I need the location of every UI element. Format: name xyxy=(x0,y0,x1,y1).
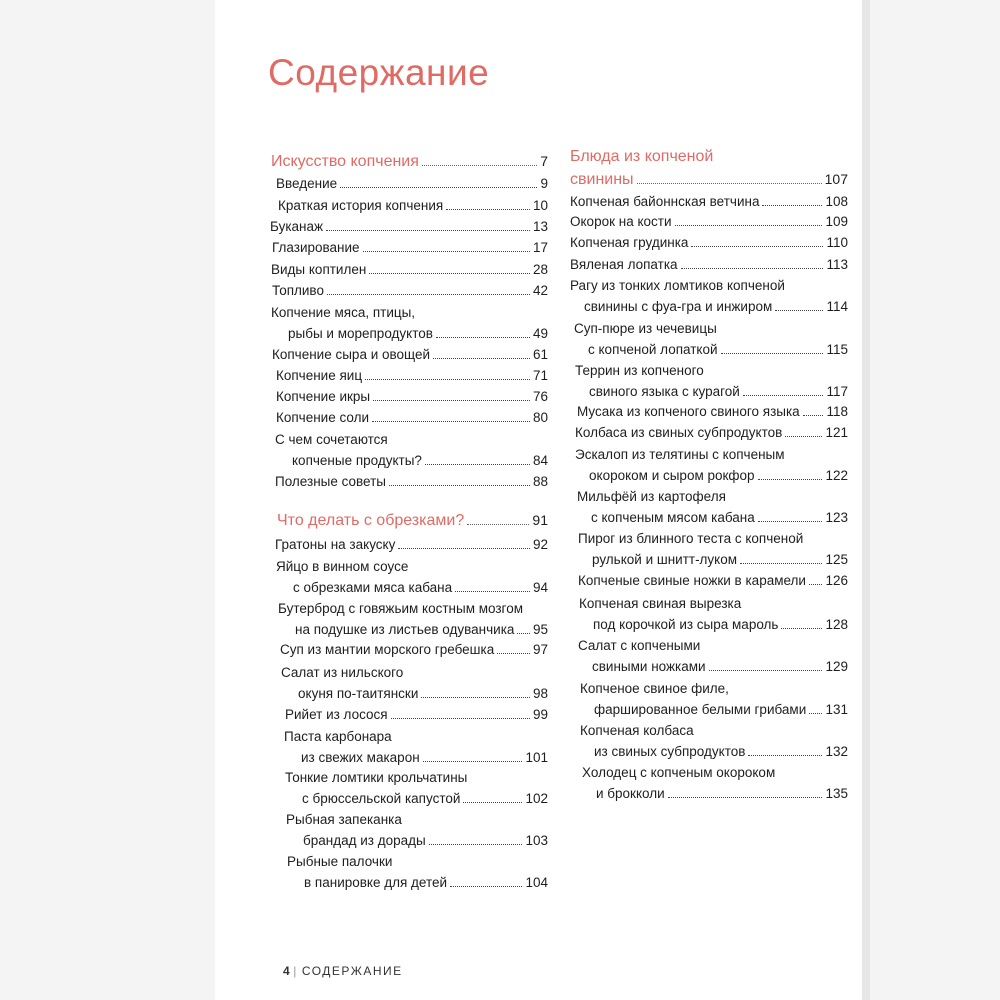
toc-entry-title: свинины xyxy=(570,171,634,188)
toc-dot-leader xyxy=(372,420,530,422)
footer-separator: | xyxy=(293,964,298,978)
toc-entry xyxy=(580,722,694,740)
toc-entry xyxy=(570,213,848,231)
toc-entry-title: Копченая байоннская ветчина xyxy=(570,194,760,209)
toc-page-number: 125 xyxy=(825,552,848,567)
toc-entry-title: Копченая грудинка xyxy=(570,235,689,250)
toc-entry-title: под корочкой из сыра мароль xyxy=(593,617,779,632)
toc-entry-title: копченые продукты? xyxy=(292,453,422,468)
toc-entry xyxy=(276,558,408,576)
footer-label: СОДЕРЖАНИЕ xyxy=(301,964,403,978)
toc-entry xyxy=(295,621,548,639)
toc-entry-title: Виды коптилен xyxy=(271,262,367,277)
toc-entry-title: Копчение икры xyxy=(276,389,371,404)
toc-entry xyxy=(580,680,729,698)
toc-dot-leader xyxy=(803,414,824,416)
toc-page-number: 7 xyxy=(540,153,548,169)
toc-dot-leader xyxy=(497,652,530,654)
toc-section-heading xyxy=(277,511,548,530)
toc-entry xyxy=(592,658,848,676)
toc-dot-leader xyxy=(365,378,530,380)
toc-entry-title: с брюссельской капустой xyxy=(302,791,461,806)
toc-entry xyxy=(578,637,700,655)
toc-entry xyxy=(570,277,785,295)
toc-entry-title: Эскалоп из телятины с копченым xyxy=(575,447,785,462)
toc-entry xyxy=(303,832,548,850)
toc-entry-title: Что делать с обрезками? xyxy=(277,512,465,529)
toc-dot-leader xyxy=(758,520,823,522)
toc-entry xyxy=(577,488,726,506)
toc-entry-title: Полезные советы xyxy=(275,474,386,489)
toc-entry-title: свиного языка с курагой xyxy=(589,384,740,399)
toc-entry-title: Рийет из лосося xyxy=(285,707,388,722)
toc-dot-leader xyxy=(326,229,530,231)
toc-page-number: 97 xyxy=(532,642,548,657)
toc-entry-title: Холодец с копченым окороком xyxy=(582,765,776,780)
toc-page-number: 107 xyxy=(824,171,848,187)
toc-entry xyxy=(594,701,848,719)
toc-entry xyxy=(578,530,803,548)
toc-dot-leader xyxy=(775,309,823,311)
toc-dot-leader xyxy=(809,583,822,585)
toc-page-number: 123 xyxy=(825,510,848,525)
toc-entry xyxy=(293,579,548,597)
toc-page-number: 101 xyxy=(525,750,548,765)
toc-entry-title: окороком и сыром рокфор xyxy=(589,468,755,483)
toc-entry-title: Копчение сыра и овощей xyxy=(272,347,431,362)
toc-entry-title: Введение xyxy=(276,176,338,191)
toc-dot-leader xyxy=(422,164,537,166)
toc-entry xyxy=(588,341,848,359)
toc-entry xyxy=(278,197,548,215)
toc-entry-title: окуня по-таитянски xyxy=(298,686,419,701)
footer-page-number: 4 xyxy=(283,964,292,978)
toc-page-number: 84 xyxy=(532,453,548,468)
toc-entry-title: Пирог из блинного теста с копченой xyxy=(578,531,804,546)
toc-page-number: 28 xyxy=(532,262,548,277)
toc-dot-leader xyxy=(675,224,823,226)
toc-entry xyxy=(589,467,848,485)
toc-entry-title: свинины с фуа-гра и инжиром xyxy=(584,299,773,314)
toc-entry xyxy=(286,811,402,829)
toc-entry xyxy=(592,551,848,569)
toc-page-number: 110 xyxy=(826,235,848,250)
toc-dot-leader xyxy=(340,186,537,188)
toc-section-heading xyxy=(271,152,548,171)
toc-dot-leader xyxy=(637,182,822,184)
toc-entry-title: Копченая свиная вырезка xyxy=(579,596,742,611)
toc-dot-leader xyxy=(781,627,822,629)
toc-entry xyxy=(275,473,548,491)
toc-page-number: 88 xyxy=(532,474,548,489)
toc-entry xyxy=(278,600,523,618)
toc-entry xyxy=(275,536,548,554)
toc-entry-title: Мусака из копченого свиного языка xyxy=(577,404,800,419)
toc-page-number: 94 xyxy=(532,580,548,595)
toc-entry-title: Яйцо в винном соусе xyxy=(276,559,409,574)
toc-page-number: 135 xyxy=(825,786,848,801)
toc-entry xyxy=(301,749,548,767)
toc-entry xyxy=(271,261,548,279)
toc-entry-title: Суп из мантии морского гребешка xyxy=(280,642,495,657)
toc-entry-title: Салат из нильского xyxy=(281,665,404,680)
toc-entry xyxy=(288,325,548,343)
toc-entry xyxy=(570,193,848,211)
toc-entry xyxy=(272,282,548,300)
toc-entry xyxy=(582,764,775,782)
toc-dot-leader xyxy=(327,293,530,295)
toc-entry-title: с копченой лопаткой xyxy=(588,342,718,357)
toc-entry-title: Глазирование xyxy=(272,240,360,255)
toc-page-number: 76 xyxy=(532,389,548,404)
toc-entry-title: рыбы и морепродуктов xyxy=(288,326,433,341)
toc-page-number: 61 xyxy=(532,347,548,362)
toc-dot-leader xyxy=(517,632,530,634)
toc-entry-title: Вяленая лопатка xyxy=(570,257,678,272)
toc-entry-title: Салат с копчеными xyxy=(578,638,701,653)
toc-page-number: 128 xyxy=(825,617,848,632)
toc-entry-title: С чем сочетаются xyxy=(275,432,388,447)
toc-page-number: 80 xyxy=(532,410,548,425)
toc-entry xyxy=(593,616,848,634)
toc-section-heading xyxy=(570,170,848,189)
toc-page-number: 129 xyxy=(825,659,848,674)
toc-page-number: 121 xyxy=(825,425,848,440)
toc-entry xyxy=(276,175,548,193)
toc-entry-title: из свиных субпродуктов xyxy=(594,744,746,759)
toc-page-number: 95 xyxy=(532,622,548,637)
toc-entry-title: и брокколи xyxy=(596,786,665,801)
toc-dot-leader xyxy=(668,796,823,798)
toc-entry xyxy=(275,431,388,449)
toc-dot-leader xyxy=(433,357,530,359)
toc-dot-leader xyxy=(391,717,530,719)
toc-entry xyxy=(574,320,717,338)
toc-entry xyxy=(292,452,548,470)
toc-entry-title: Террин из копченого xyxy=(575,363,704,378)
toc-dot-leader xyxy=(389,484,530,486)
toc-dot-leader xyxy=(740,562,822,564)
toc-entry xyxy=(276,409,548,427)
toc-entry xyxy=(578,572,848,590)
toc-entry-title: Колбаса из свиных субпродуктов xyxy=(575,425,783,440)
toc-entry-title: фаршированное белыми грибами xyxy=(594,702,807,717)
toc-section-heading xyxy=(570,148,713,166)
toc-page-number: 17 xyxy=(532,240,548,255)
toc-entry xyxy=(280,641,548,659)
toc-entry xyxy=(276,388,548,406)
toc-entry-title: Топливо xyxy=(272,283,324,298)
toc-entry xyxy=(575,362,704,380)
toc-dot-leader xyxy=(363,250,530,252)
toc-dot-leader xyxy=(398,547,530,549)
toc-page-number: 103 xyxy=(525,833,548,848)
toc-entry xyxy=(302,790,548,808)
toc-page-number: 132 xyxy=(825,744,848,759)
page-footer xyxy=(283,964,403,978)
toc-entry xyxy=(298,685,548,703)
toc-dot-leader xyxy=(743,394,824,396)
toc-entry-title: Буканаж xyxy=(270,219,324,234)
toc-entry-title: Копченая колбаса xyxy=(580,723,694,738)
toc-entry xyxy=(270,218,548,236)
toc-dot-leader xyxy=(748,754,822,756)
toc-page-number: 115 xyxy=(826,342,848,357)
toc-page-number: 118 xyxy=(826,404,848,419)
toc-entry-title: Блюда из копченой xyxy=(570,148,714,165)
toc-dot-leader xyxy=(721,352,824,354)
toc-entry-title: Мильфёй из картофеля xyxy=(577,489,726,504)
toc-page-number: 98 xyxy=(532,686,548,701)
toc-entry-title: из свежих макарон xyxy=(301,750,420,765)
toc-entry xyxy=(271,304,415,322)
toc-dot-leader xyxy=(758,478,823,480)
toc-entry-title: Суп-пюре из чечевицы xyxy=(574,321,717,336)
toc-dot-leader xyxy=(463,801,522,803)
toc-entry-title: на подушке из листьев одуванчика xyxy=(295,622,515,637)
toc-entry xyxy=(575,446,785,464)
toc-entry-title: Копчение соли xyxy=(276,410,370,425)
page-title: Содержание xyxy=(268,52,490,93)
toc-dot-leader xyxy=(762,204,822,206)
toc-page-number: 113 xyxy=(826,257,848,272)
toc-entry xyxy=(577,403,848,421)
toc-entry xyxy=(579,595,741,613)
toc-page-number: 102 xyxy=(525,791,548,806)
toc-dot-leader xyxy=(809,712,822,714)
toc-dot-leader xyxy=(467,523,529,525)
toc-page-number: 104 xyxy=(525,875,548,890)
toc-page-number: 126 xyxy=(825,573,848,588)
toc-dot-leader xyxy=(709,669,823,671)
toc-page-number: 117 xyxy=(826,384,848,399)
toc-entry xyxy=(284,728,392,746)
toc-entry-title: рулькой и шнитт-луком xyxy=(592,552,738,567)
toc-entry xyxy=(594,743,848,761)
toc-page-number: 10 xyxy=(532,198,548,213)
toc-entry-title: Тонкие ломтики крольчатины xyxy=(285,770,468,785)
toc-entry-title: Паста карбонара xyxy=(284,729,392,744)
toc-entry-title: Гратоны на закуску xyxy=(275,537,396,552)
toc-page-number: 108 xyxy=(825,194,848,209)
toc-entry xyxy=(304,874,548,892)
toc-page-number: 131 xyxy=(825,702,848,717)
toc-page-number: 92 xyxy=(532,537,548,552)
toc-dot-leader xyxy=(425,463,530,465)
toc-entry-title: Окорок на кости xyxy=(570,214,672,229)
toc-entry xyxy=(589,383,848,401)
toc-dot-leader xyxy=(421,696,530,698)
toc-entry-title: Краткая история копчения xyxy=(278,198,444,213)
toc-page-number: 71 xyxy=(532,368,548,383)
toc-dot-leader xyxy=(691,245,823,247)
toc-entry-title: с обрезками мяса кабана xyxy=(293,580,453,595)
toc-entry xyxy=(285,706,548,724)
toc-entry-title: Копченые свиные ножки в карамели xyxy=(578,573,806,588)
toc-page-number: 109 xyxy=(825,214,848,229)
toc-entry-title: Копчение яиц xyxy=(276,368,363,383)
toc-entry xyxy=(570,234,848,252)
toc-entry xyxy=(276,367,548,385)
toc-page-number: 49 xyxy=(532,326,548,341)
toc-page-number: 99 xyxy=(532,707,548,722)
toc-dot-leader xyxy=(785,435,822,437)
toc-entry xyxy=(281,664,403,682)
toc-entry-title: в панировке для детей xyxy=(304,875,448,890)
toc-dot-leader xyxy=(436,336,530,338)
toc-dot-leader xyxy=(455,590,530,592)
toc-entry-title: Бутерброд с говяжьим костным мозгом xyxy=(278,601,523,616)
toc-entry-title: с копченым мясом кабана xyxy=(591,510,755,525)
toc-entry-title: свиными ножками xyxy=(592,659,706,674)
toc-dot-leader xyxy=(373,399,530,401)
toc-entry xyxy=(575,424,848,442)
toc-entry xyxy=(272,346,548,364)
toc-page-number: 9 xyxy=(540,176,548,191)
toc-entry xyxy=(272,239,548,257)
toc-entry xyxy=(584,298,848,316)
toc-page-number: 114 xyxy=(826,299,848,314)
toc-page-number: 42 xyxy=(532,283,548,298)
toc-dot-leader xyxy=(446,208,530,210)
toc-dot-leader xyxy=(429,843,523,845)
toc-entry-title: Рыбные палочки xyxy=(287,854,393,869)
toc-page-number: 122 xyxy=(825,468,848,483)
toc-dot-leader xyxy=(423,760,523,762)
toc-entry-title: Искусство копчения xyxy=(271,153,419,170)
toc-dot-leader xyxy=(681,267,824,269)
toc-dot-leader xyxy=(450,885,522,887)
toc-entry xyxy=(570,256,848,274)
toc-entry xyxy=(596,785,848,803)
toc-entry-title: брандад из дорады xyxy=(303,833,426,848)
toc-dot-leader xyxy=(369,272,530,274)
toc-entry xyxy=(591,509,848,527)
toc-page-number: 13 xyxy=(532,219,548,234)
toc-entry-title: Копчение мяса, птицы, xyxy=(271,305,416,320)
toc-entry xyxy=(287,853,392,871)
toc-entry xyxy=(285,769,467,787)
toc-page-number: 91 xyxy=(532,512,548,528)
toc-entry-title: Копченое свиное филе, xyxy=(580,681,729,696)
toc-entry-title: Рыбная запеканка xyxy=(286,812,402,827)
toc-entry-title: Рагу из тонких ломтиков копченой xyxy=(570,278,785,293)
